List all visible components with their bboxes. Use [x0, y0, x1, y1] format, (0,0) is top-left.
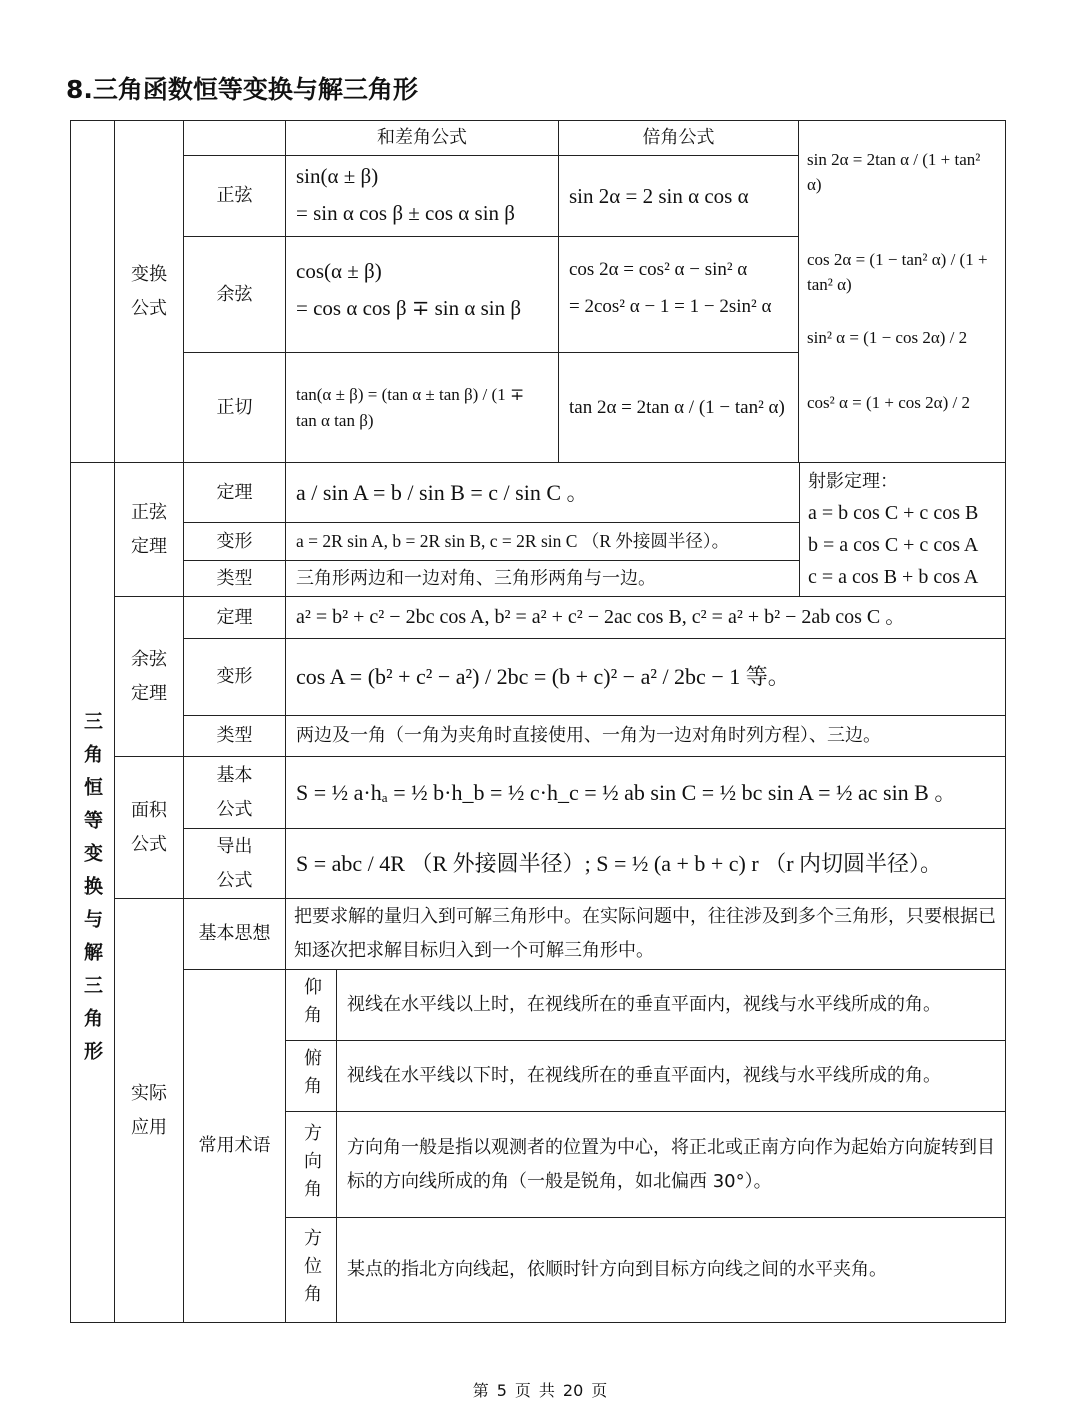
sin-sum-diff-line1: sin(α ± β): [296, 164, 379, 188]
sin-double-cell: sin 2α = 2 sin α cos α: [558, 155, 799, 237]
derived-sin-sq: sin² α = (1 − cos 2α) / 2: [807, 328, 968, 347]
area-derived-name: 导出公式: [183, 828, 286, 899]
term-direction-name: 方向角: [285, 1111, 337, 1218]
header-sum-diff: 和差角公式: [285, 120, 559, 156]
terms-name: 常用术语: [183, 969, 286, 1323]
sine-law-variant: a = 2R sin A, b = 2R sin B, c = 2R sin C （R 外接圆半径）。: [285, 522, 800, 561]
section1-label: 变换公式: [131, 263, 167, 319]
term-depression-name: 俯角: [285, 1040, 337, 1112]
derived-cos-sq: cos² α = (1 + cos 2α) / 2: [807, 393, 970, 412]
cos-sum-diff-cell: cos(α ± β) = cos α cos β ∓ sin α sin β: [285, 236, 559, 353]
term-depression-content: 视线在水平线以下时，在视线所在的垂直平面内，视线与水平线所成的角。: [336, 1040, 1006, 1112]
cosine-law-type-name: 类型: [183, 715, 286, 757]
projection-title: 射影定理：: [808, 471, 898, 492]
term-azimuth-content: 某点的指北方向线起，依顺时针方向到目标方向线之间的水平夹角。: [336, 1217, 1006, 1323]
section1-blank-cell: [70, 120, 115, 463]
sine-law-theorem: a / sin A = b / sin B = c / sin C 。: [285, 462, 800, 523]
cosine-law-theorem-name: 定理: [183, 596, 286, 639]
row-name-cos: 余弦: [183, 236, 286, 353]
section2-label: 三角恒等变换与解三角形: [81, 711, 103, 1074]
cosine-law-variant: cos A = (b² + c² − a²) / 2bc = (b + c)² − a² / 2bc − 1 等。: [285, 638, 1006, 716]
projection-theorem-cell: 射影定理： a = b cos C + c cos B b = a cos C + c cos A c = a cos B + b cos A: [799, 462, 1006, 597]
application-label-cell: 实际应用: [114, 898, 184, 1323]
area-label-cell: 面积公式: [114, 756, 184, 899]
formula-table: [70, 120, 1006, 1323]
cosine-law-label-cell: 余弦定理: [114, 596, 184, 757]
cosine-law-type: 两边及一角（一角为夹角时直接使用、一角为一边对角时列方程）、三边。: [285, 715, 1006, 757]
sin-sum-diff-line2: = sin α cos β ± cos α sin β: [296, 201, 515, 225]
term-azimuth-name: 方位角: [285, 1217, 337, 1323]
section1-label-cell: [114, 120, 184, 463]
area-derived-formula: S = abc / 4R （R 外接圆半径）; S = ½ (a + b + c) r （r 内切圆半径）。: [285, 828, 1006, 899]
sin-sum-diff-cell: [285, 155, 559, 237]
sine-law-label-cell: 正弦定理: [114, 462, 184, 597]
cosine-law-variant-name: 变形: [183, 638, 286, 716]
tan-sum-diff-cell: tan(α ± β) = (tan α ± tan β) / (1 ∓ tan α tan β): [285, 352, 559, 463]
section2-label-cell: [70, 462, 115, 1323]
basic-idea-content: 把要求解的量归入到可解三角形中。在实际问题中，往往涉及到多个三角形，只要根据已知逐次把求解目标归入到一个可解三角形中。: [285, 898, 1006, 970]
page-title: 8.三角函数恒等变换与解三角形: [66, 75, 418, 104]
derived-sin2a: sin 2α = 2tan α / (1 + tan² α): [807, 150, 981, 194]
cos-double-cell: cos 2α = cos² α − sin² α = 2cos² α − 1 = 1 − 2sin² α: [558, 236, 799, 353]
derived-cos2a: cos 2α = (1 − tan² α) / (1 + tan² α): [807, 250, 988, 294]
area-basic-name: 基本公式: [183, 756, 286, 829]
term-direction-content: 方向角一般是指以观测者的位置为中心，将正北或正南方向作为起始方向旋转到目标的方向线所成的角（一般是锐角，如北偏西 30°）。: [336, 1111, 1006, 1218]
row-name-sin: 正弦: [183, 155, 286, 237]
term-elevation-name: 仰角: [285, 969, 337, 1041]
sine-law-type: 三角形两边和一边对角、三角形两角与一边。: [285, 560, 800, 597]
page-total: 20: [562, 1381, 584, 1400]
term-elevation-content: 视线在水平线以上时，在视线所在的垂直平面内，视线与水平线所成的角。: [336, 969, 1006, 1041]
sine-law-variant-name: 变形: [183, 522, 286, 561]
cosine-law-theorem: a² = b² + c² − 2bc cos A, b² = a² + c² − 2ac cos B, c² = a² + b² − 2ab cos C 。: [285, 596, 1006, 639]
page-footer: 第 5 页 共 20 页: [472, 1381, 608, 1400]
basic-idea-name: 基本思想: [183, 898, 286, 970]
double-angle-derived-cell: [798, 120, 1006, 463]
header-blank-cell: [183, 120, 286, 156]
sine-law-type-name: 类型: [183, 560, 286, 597]
header-double: 倍角公式: [558, 120, 799, 156]
row-name-tan: 正切: [183, 352, 286, 463]
tan-double-cell: tan 2α = 2tan α / (1 − tan² α): [558, 352, 799, 463]
page-number: 5: [496, 1381, 507, 1400]
sine-law-theorem-name: 定理: [183, 462, 286, 523]
area-basic-formula: S = ½ a·hₐ = ½ b·h_b = ½ c·h_c = ½ ab sin C = ½ bc sin A = ½ ac sin B 。: [285, 756, 1006, 829]
